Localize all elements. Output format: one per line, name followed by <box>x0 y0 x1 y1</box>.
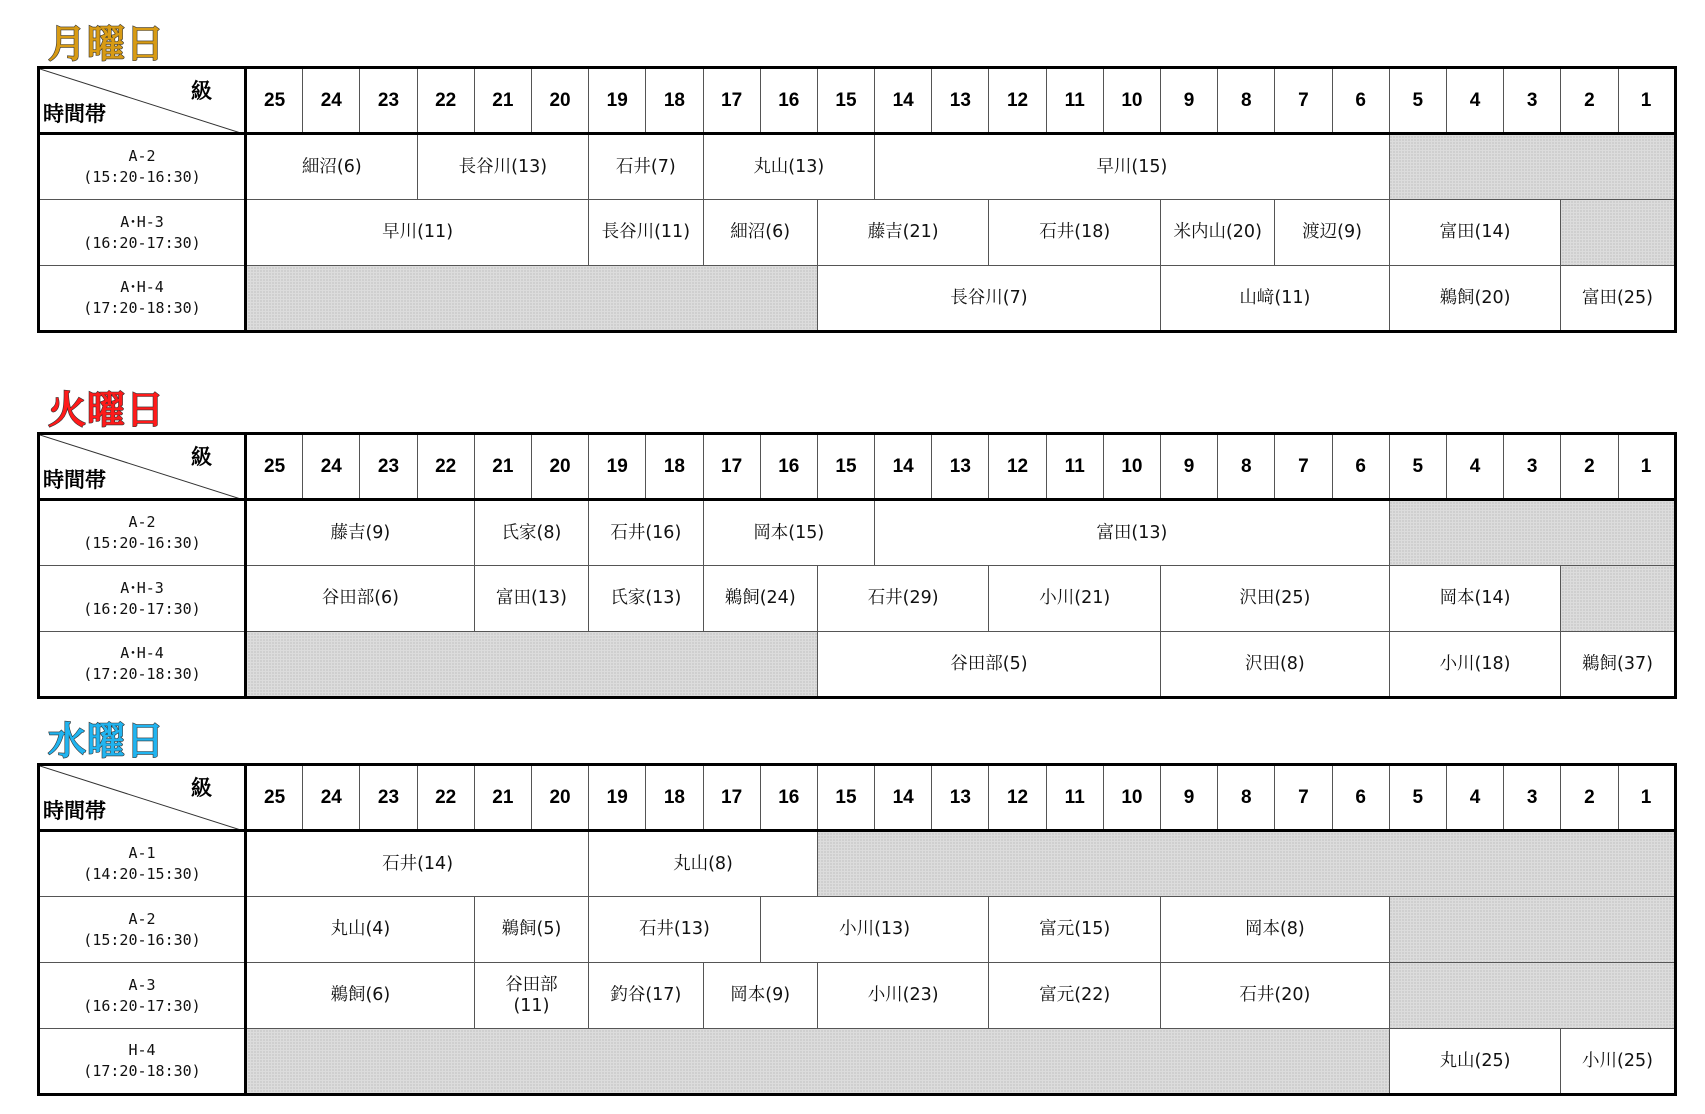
corner-header <box>39 68 246 134</box>
class-label: 氏家(8) <box>501 522 562 543</box>
class-cell <box>246 134 418 200</box>
time-slot-label <box>39 831 246 897</box>
class-label: 富田(13) <box>495 588 567 608</box>
class-cell <box>703 134 875 200</box>
time-slot-label <box>39 632 246 698</box>
slot-name: A-2 <box>128 147 156 165</box>
level-header: 20 <box>531 765 588 831</box>
level-header: 16 <box>760 68 817 134</box>
level-header: 6 <box>1332 765 1389 831</box>
class-label: 釣谷(17) <box>610 985 682 1005</box>
class-label: 渡辺(9) <box>1302 222 1362 242</box>
class-cell <box>989 897 1161 963</box>
empty-cell <box>1389 134 1675 200</box>
time-slot-row <box>39 200 1676 266</box>
level-header: 2 <box>1561 765 1618 831</box>
class-cell <box>817 632 1160 698</box>
class-cell <box>474 566 588 632</box>
class-cell <box>1161 566 1390 632</box>
class-label: 石井(16) <box>610 522 682 543</box>
level-header: 2 <box>1561 434 1618 500</box>
level-header: 24 <box>303 434 360 500</box>
class-cell <box>474 963 588 1029</box>
time-slot-label <box>39 200 246 266</box>
class-cell <box>474 897 588 963</box>
class-label: 石井(13) <box>638 919 710 939</box>
class-cell <box>989 200 1161 266</box>
class-cell <box>703 963 817 1029</box>
slot-name: A･H-4 <box>120 278 164 296</box>
time-slot-label <box>39 1029 246 1095</box>
time-slot-row <box>39 566 1676 632</box>
level-header: 16 <box>760 434 817 500</box>
level-header: 18 <box>646 434 703 500</box>
time-slot-label <box>39 266 246 332</box>
time-slot-label <box>39 897 246 963</box>
level-header: 4 <box>1446 765 1503 831</box>
header-row <box>39 68 1676 134</box>
time-slot-row <box>39 266 1676 332</box>
class-label: 藤吉(9) <box>330 522 391 543</box>
class-label: 丸山(25) <box>1439 1050 1511 1071</box>
class-label: 細沼(6) <box>301 156 362 177</box>
level-header: 19 <box>589 765 646 831</box>
class-label: 小川(21) <box>1039 588 1111 608</box>
level-header: 9 <box>1161 68 1218 134</box>
class-label: 長谷川(11) <box>601 222 691 242</box>
level-header: 25 <box>246 765 303 831</box>
class-cell <box>589 134 703 200</box>
slot-name: A･H-4 <box>120 644 164 662</box>
class-cell <box>989 566 1161 632</box>
class-label: 鵜飼(6) <box>330 985 391 1005</box>
class-cell <box>246 897 475 963</box>
jikan-label: 時間帯 <box>43 102 106 126</box>
class-label: 石井(20) <box>1239 985 1311 1005</box>
class-cell <box>474 500 588 566</box>
class-label: 小川(18) <box>1439 653 1511 674</box>
schedule-table <box>37 763 1677 1096</box>
class-label: 鵜飼(37) <box>1582 653 1653 674</box>
slot-name: A･H-3 <box>120 578 164 597</box>
slot-time: (17:20-18:30) <box>83 299 201 317</box>
class-label: 石井(29) <box>867 588 939 608</box>
level-header: 19 <box>589 434 646 500</box>
class-cell <box>703 200 817 266</box>
class-cell <box>875 500 1390 566</box>
class-cell <box>246 500 475 566</box>
level-header: 6 <box>1332 68 1389 134</box>
level-header: 4 <box>1446 434 1503 500</box>
class-label: 石井(14) <box>382 853 454 874</box>
time-slot-row <box>39 831 1676 897</box>
class-label: 鵜飼(24) <box>724 588 796 608</box>
class-label: 石井(7) <box>615 156 676 177</box>
empty-cell <box>246 266 818 332</box>
empty-cell <box>1561 200 1675 266</box>
class-cell <box>760 897 989 963</box>
class-label: 岡本(14) <box>1439 588 1511 608</box>
class-label: 山﨑(11) <box>1239 287 1311 308</box>
time-slot-label <box>39 963 246 1029</box>
level-header: 19 <box>589 68 646 134</box>
level-header: 23 <box>360 434 417 500</box>
level-header: 10 <box>1103 68 1160 134</box>
level-header: 18 <box>646 68 703 134</box>
level-header: 21 <box>474 68 531 134</box>
class-label: 岡本(15) <box>753 522 825 543</box>
level-header: 22 <box>417 434 474 500</box>
class-cell <box>1561 632 1675 698</box>
time-slot-row <box>39 963 1676 1029</box>
level-header: 12 <box>989 68 1046 134</box>
class-cell <box>703 566 817 632</box>
level-header: 22 <box>417 765 474 831</box>
class-cell <box>589 566 703 632</box>
class-label: 丸山(8) <box>673 853 733 874</box>
time-slot-label <box>39 500 246 566</box>
level-header: 13 <box>932 434 989 500</box>
level-header: 5 <box>1389 434 1446 500</box>
level-header: 9 <box>1161 434 1218 500</box>
class-label: 石井(18) <box>1039 222 1111 242</box>
class-cell <box>1389 566 1561 632</box>
header-row <box>39 765 1676 831</box>
class-label: 鵜飼(20) <box>1439 287 1511 308</box>
level-header: 10 <box>1103 434 1160 500</box>
level-header: 12 <box>989 434 1046 500</box>
class-cell <box>1161 266 1390 332</box>
level-header: 25 <box>246 434 303 500</box>
level-header: 17 <box>703 68 760 134</box>
kyu-label: 級 <box>191 445 212 469</box>
class-cell <box>1389 200 1561 266</box>
empty-cell <box>246 1029 1390 1095</box>
class-cell <box>875 134 1390 200</box>
time-slot-row <box>39 1029 1676 1095</box>
class-cell <box>417 134 589 200</box>
class-label: 丸山(4) <box>330 919 391 939</box>
level-header: 24 <box>303 765 360 831</box>
level-header: 17 <box>703 434 760 500</box>
empty-cell <box>1561 566 1675 632</box>
level-header: 2 <box>1561 68 1618 134</box>
class-label: 谷田部(6) <box>321 588 400 608</box>
class-label: 長谷川(13) <box>458 156 548 177</box>
class-label: 谷田部(5) <box>950 653 1028 674</box>
level-header: 14 <box>875 765 932 831</box>
level-header: 21 <box>474 434 531 500</box>
class-cell <box>589 200 703 266</box>
level-header: 24 <box>303 68 360 134</box>
level-header: 25 <box>246 68 303 134</box>
class-label: 小川(13) <box>839 919 911 939</box>
class-label: 細沼(6) <box>730 222 791 242</box>
time-slot-row <box>39 500 1676 566</box>
level-header: 1 <box>1618 765 1675 831</box>
slot-time: (15:20-16:30) <box>83 930 201 949</box>
class-label: 丸山(13) <box>753 156 825 177</box>
slot-time: (15:20-16:30) <box>83 168 201 186</box>
class-cell <box>817 963 989 1029</box>
jikan-label: 時間帯 <box>43 468 106 492</box>
class-cell <box>1275 200 1389 266</box>
class-cell <box>589 963 703 1029</box>
level-header: 23 <box>360 68 417 134</box>
class-cell <box>589 897 761 963</box>
kyu-label: 級 <box>191 79 212 103</box>
class-cell <box>817 200 989 266</box>
slot-name: A-2 <box>128 513 156 531</box>
level-header: 20 <box>531 68 588 134</box>
class-cell <box>246 566 475 632</box>
class-label: 氏家(13) <box>610 588 682 608</box>
time-slot-row <box>39 134 1676 200</box>
level-header: 5 <box>1389 68 1446 134</box>
class-count: (11) <box>513 995 550 1016</box>
level-header: 7 <box>1275 68 1332 134</box>
corner-header <box>39 434 246 500</box>
class-label: 早川(15) <box>1096 156 1168 177</box>
class-cell <box>817 266 1160 332</box>
class-label: 鵜飼(5) <box>501 919 562 939</box>
schedule-table <box>37 432 1677 699</box>
class-cell <box>589 831 818 897</box>
time-slot-row <box>39 632 1676 698</box>
slot-name: A-3 <box>128 975 156 994</box>
class-cell <box>1389 266 1561 332</box>
slot-name: H-4 <box>128 1041 156 1059</box>
time-slot-label <box>39 134 246 200</box>
class-label: 早川(11) <box>382 222 454 242</box>
class-label: 沢田(8) <box>1244 653 1305 674</box>
class-label: 岡本(9) <box>730 985 791 1005</box>
level-header: 11 <box>1046 434 1103 500</box>
class-cell <box>1161 963 1390 1029</box>
class-cell <box>1561 1029 1675 1095</box>
level-header: 15 <box>817 68 874 134</box>
level-header: 8 <box>1218 68 1275 134</box>
class-cell <box>589 500 703 566</box>
level-header: 8 <box>1218 765 1275 831</box>
level-header: 17 <box>703 765 760 831</box>
schedule-table <box>37 66 1677 333</box>
level-header: 12 <box>989 765 1046 831</box>
day-title: 火曜日 <box>48 388 166 432</box>
class-cell <box>1389 1029 1561 1095</box>
slot-time: (16:20-17:30) <box>83 233 201 252</box>
slot-name: A･H-3 <box>120 212 164 231</box>
class-label: 小川(25) <box>1582 1050 1653 1071</box>
class-label: 富田(14) <box>1439 222 1511 242</box>
corner-header <box>39 765 246 831</box>
empty-cell <box>1389 963 1675 1029</box>
class-label: 藤吉(21) <box>867 222 939 242</box>
class-cell <box>1161 200 1275 266</box>
level-header: 15 <box>817 434 874 500</box>
level-header: 13 <box>932 765 989 831</box>
class-cell <box>246 200 589 266</box>
level-header: 5 <box>1389 765 1446 831</box>
level-header: 6 <box>1332 434 1389 500</box>
level-header: 1 <box>1618 68 1675 134</box>
class-label: 小川(23) <box>867 985 939 1005</box>
header-row <box>39 434 1676 500</box>
class-cell <box>246 963 475 1029</box>
slot-time: (14:20-15:30) <box>83 865 201 883</box>
level-header: 14 <box>875 434 932 500</box>
class-cell <box>1389 632 1561 698</box>
class-cell <box>1161 632 1390 698</box>
level-header: 18 <box>646 765 703 831</box>
class-label: 沢田(25) <box>1239 588 1311 608</box>
empty-cell <box>246 632 818 698</box>
empty-cell <box>817 831 1675 897</box>
class-cell <box>1161 897 1390 963</box>
level-header: 3 <box>1504 434 1561 500</box>
level-header: 1 <box>1618 434 1675 500</box>
slot-name: A-1 <box>128 844 156 862</box>
level-header: 3 <box>1504 765 1561 831</box>
empty-cell <box>1389 897 1675 963</box>
class-cell <box>817 566 989 632</box>
class-label: 富元(15) <box>1039 919 1111 939</box>
time-slot-row <box>39 897 1676 963</box>
slot-time: (15:20-16:30) <box>83 534 201 552</box>
level-header: 7 <box>1275 765 1332 831</box>
class-label: 富田(13) <box>1096 522 1168 543</box>
level-header: 22 <box>417 68 474 134</box>
level-header: 16 <box>760 765 817 831</box>
class-label: 長谷川(7) <box>950 287 1028 308</box>
kyu-label: 級 <box>191 776 212 800</box>
level-header: 7 <box>1275 434 1332 500</box>
class-label: 富田(25) <box>1582 287 1653 308</box>
class-label: 米内山(20) <box>1173 222 1262 242</box>
level-header: 20 <box>531 434 588 500</box>
time-slot-label <box>39 566 246 632</box>
class-label: 富元(22) <box>1039 985 1111 1005</box>
level-header: 4 <box>1446 68 1503 134</box>
class-teacher: 谷田部 <box>505 974 558 995</box>
slot-time: (16:20-17:30) <box>83 599 201 618</box>
level-header: 14 <box>875 68 932 134</box>
level-header: 11 <box>1046 765 1103 831</box>
level-header: 21 <box>474 765 531 831</box>
class-cell <box>989 963 1161 1029</box>
level-header: 10 <box>1103 765 1160 831</box>
level-header: 11 <box>1046 68 1103 134</box>
class-label: 岡本(8) <box>1244 919 1305 939</box>
level-header: 13 <box>932 68 989 134</box>
class-cell <box>1561 266 1675 332</box>
day-title: 月曜日 <box>48 22 166 66</box>
level-header: 3 <box>1504 68 1561 134</box>
level-header: 8 <box>1218 434 1275 500</box>
level-header: 9 <box>1161 765 1218 831</box>
day-title: 水曜日 <box>48 719 166 763</box>
slot-time: (17:20-18:30) <box>83 1062 201 1080</box>
class-cell <box>703 500 875 566</box>
slot-time: (16:20-17:30) <box>83 996 201 1015</box>
jikan-label: 時間帯 <box>43 799 106 823</box>
slot-time: (17:20-18:30) <box>83 665 201 683</box>
empty-cell <box>1389 500 1675 566</box>
class-cell <box>246 831 589 897</box>
slot-name: A-2 <box>128 909 156 928</box>
level-header: 15 <box>817 765 874 831</box>
level-header: 23 <box>360 765 417 831</box>
